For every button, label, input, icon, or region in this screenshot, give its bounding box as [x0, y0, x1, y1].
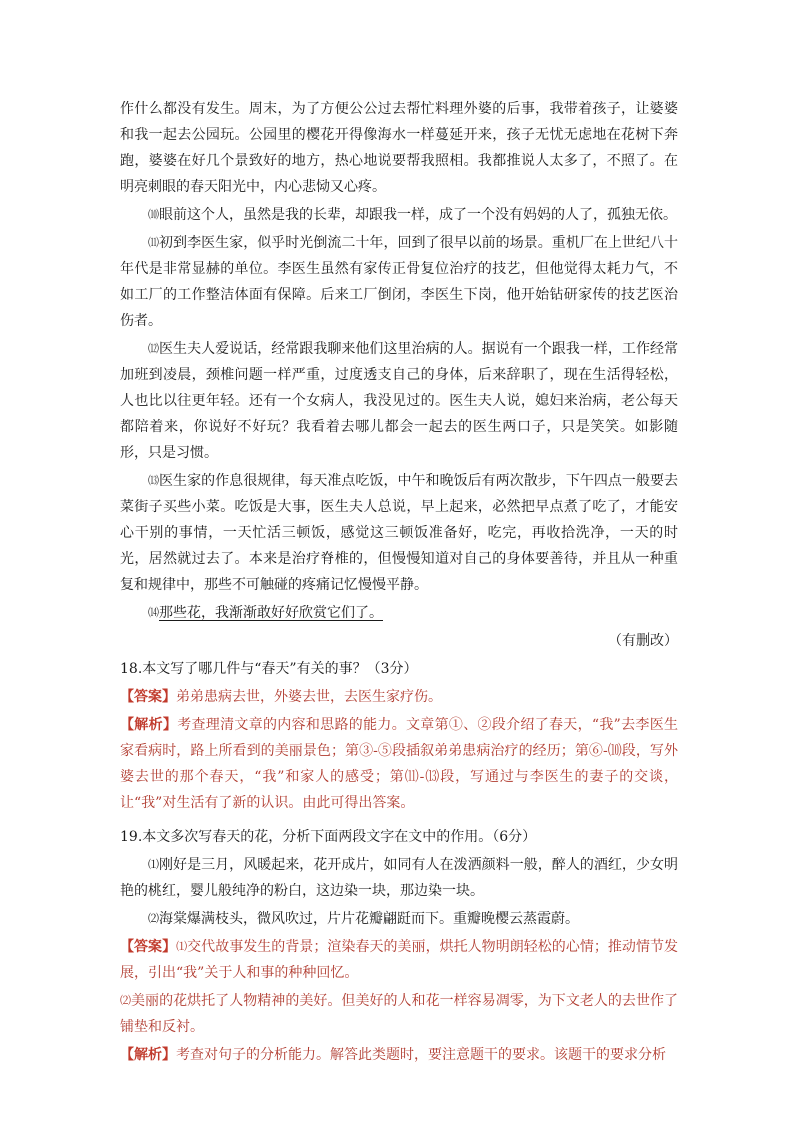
analysis-label: 【解析】 [120, 717, 178, 733]
paragraph-10 [120, 202, 678, 228]
paragraph-text: 眼前这个人，虽然是我的长辈，却跟我一样，成了一个没有妈妈的人了，孤独无依。 [159, 207, 677, 223]
excerpt-text: 刚好是三月，风暖起来，花开成片，如同有人在泼洒颜料一般，醉人的酒红，少女明艳的桃红，婴儿般纯净的粉白，这边染一块，那边染一块。 [120, 857, 679, 899]
paragraph-text: 医生家的作息很规律，每天准点吃饭，中午和晚饭后有两次散步，下午四点一般要去菜街子买些小菜。吃饭是大事，医生夫人总说，早上起来，必然把早点煮了吃了，才能安心干别的事情，一天忙活三顿饭，感觉这三顿饭准备好，吃完，再收拾洗净，一天的时光，居然就过去了。本来是治疗脊椎的，但慢慢知道对自己的身体要善待，并且从一种重复和规律中，那些不可触碰的疼痛记忆慢慢平静。 [120, 473, 679, 593]
answer-18 [120, 684, 678, 710]
excerpt-number: ⑴ [148, 858, 160, 871]
excerpt-number: ⑵ [148, 912, 159, 925]
analysis-text: 考查对句子的分析能力。解答此类题时，要注意题干的要求。该题干的要求分析 [176, 1047, 666, 1063]
analysis-18 [120, 712, 678, 816]
paragraph-12 [120, 336, 678, 466]
excerpt-1 [120, 852, 678, 904]
answer-number: ⑵ [120, 994, 132, 1007]
paragraph-13 [120, 468, 678, 598]
question-18: 18.本文写了哪几件与“春天”有关的事？（3分） [120, 661, 418, 677]
paragraph-number: ⑿ [148, 342, 160, 355]
answer-number: ⑴ [176, 940, 188, 953]
paragraph-11 [120, 230, 678, 334]
document-page [120, 96, 678, 1070]
source-note: （有删改） [608, 633, 678, 649]
answer-label: 【答案】 [120, 689, 176, 705]
paragraph-number: ⒁ [148, 606, 159, 619]
analysis-text: 考查理清文章的内容和思路的能力。文章第①、②段介绍了春天，“我”去李医生家看病时，路上所看到的美丽景色；第③-⑤段插叙弟弟患病治疗的经历；第⑥-⑽段，写外婆去世的那个春天，“我”和家人的感受；第⑾-⒀段，写通过与李医生的妻子的交谈，让“我”对生活有了新的认识。由此可得出答案。 [120, 717, 679, 811]
answer-19-part-2 [120, 988, 678, 1040]
answer-text: 美丽的花烘托了人物精神的美好。但美好的人和花一样容易凋零，为下文老人的去世作了铺垫和反衬。 [120, 993, 679, 1035]
paragraph-9-continued: 作什么都没有发生。周末，为了方便公公过去帮忙料理外婆的后事，我带着孩子，让婆婆和我一起去公园玩。公园里的樱花开得像海水一样蔓延开来，孩子无忧无虑地在花树下奔跑，婆婆在好几个景致好的地方，热心地说要帮我照相。我都推说人太多了，不照了。在明亮刺眼的春天阳光中，内心悲恸又心疼。 [120, 101, 678, 195]
paragraph-number: ⑽ [148, 208, 159, 221]
analysis-19 [120, 1042, 678, 1068]
paragraph-text: 初到李医生家，似乎时光倒流二十年，回到了很早以前的场景。重机厂在上世纪八十年代是非常显赫的单位。李医生虽然有家传正骨复位治疗的技艺，但他觉得太耗力气，不如工厂的工作整洁体面有保障。后来工厂倒闭，李医生下岗，他开始钻研家传的技艺医治伤者。 [120, 235, 679, 329]
excerpt-text: 海棠爆满枝头，微风吹过，片片花瓣翩跹而下。重瓣晚樱云蒸霞蔚。 [159, 911, 579, 927]
paragraph-number: ⑾ [148, 236, 160, 249]
answer-19-part-1 [120, 934, 678, 986]
paragraph-text-underlined: 那些花，我渐渐敢好好欣赏它们了。 [159, 605, 383, 621]
paragraph-14 [120, 600, 678, 626]
question-19: 19.本文多次写春天的花，分析下面两段文字在文中的作用。（6分） [120, 829, 537, 845]
answer-text: 弟弟患病去世，外婆去世，去医生家疗伤。 [176, 689, 442, 705]
paragraph-text: 医生夫人爱说话，经常跟我聊来他们这里治病的人。据说有一个跟我一样，工作经常加班到凌晨，颈椎问题一样严重，过度透支自己的身体，后来辞职了，现在生活得轻松，人也比以往更年轻。还有一个女病人，我没见过的。医生夫人说，媳妇来治病，老公每天都陪着来，你说好不好玩？我看着去哪儿都会一起去的医生两口子，只是笑笑。如影随形，只是习惯。 [120, 341, 679, 461]
answer-text: 交代故事发生的背景；渲染春天的美丽，烘托人物明朗轻松的心情；推动情节发展，引出“我”关于人和事的种种回忆。 [120, 939, 679, 981]
paragraph-number: ⒀ [148, 474, 160, 487]
answer-label: 【答案】 [120, 939, 177, 955]
analysis-label: 【解析】 [120, 1047, 176, 1063]
excerpt-2 [120, 906, 678, 932]
